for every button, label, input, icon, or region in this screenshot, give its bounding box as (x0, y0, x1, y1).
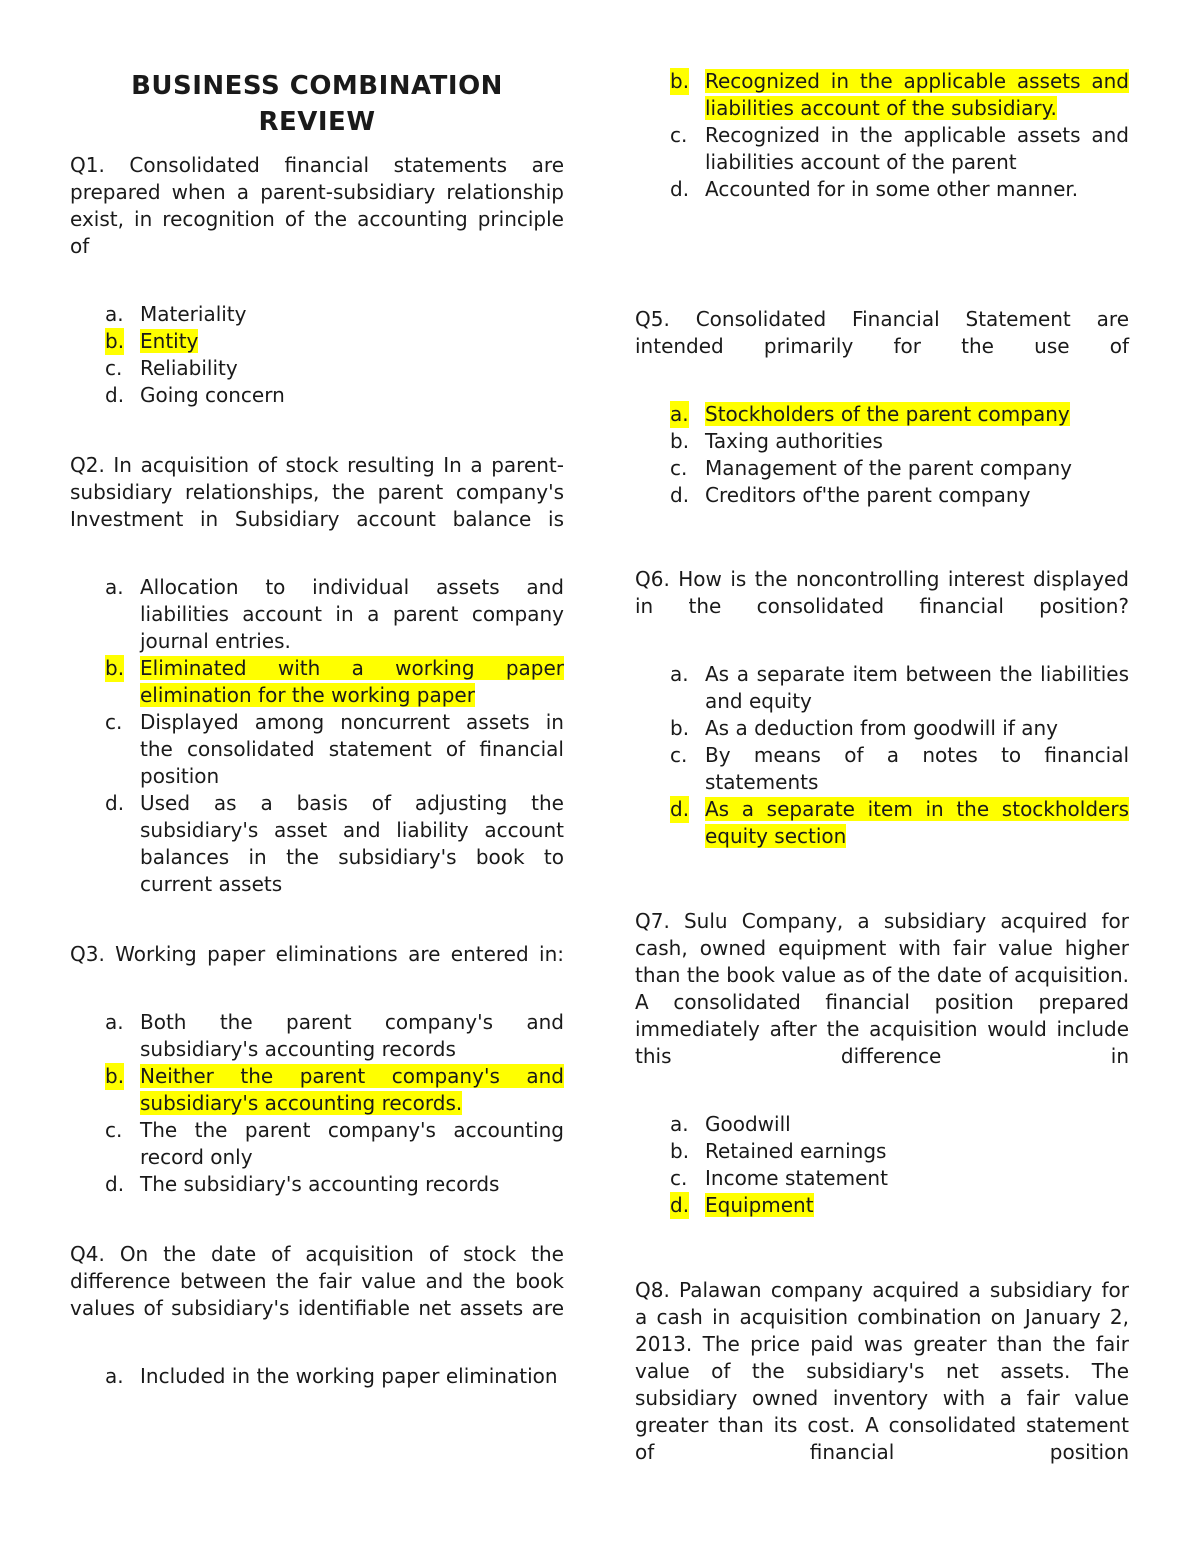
option-q6-d-answer: d. As a separate item in the stockholders equity section (670, 797, 1129, 848)
option-q5-c: c. Management of the parent company (670, 456, 1073, 480)
option-q5-d: d. Creditors of'the parent company (670, 483, 1031, 507)
option-q1-d: d. Going concern (105, 383, 285, 407)
option-q3-a: a. Both the parent company's and subsidiary's accounting records (105, 1010, 564, 1061)
options-q2 (70, 574, 564, 898)
document-title (70, 68, 564, 140)
option-q6-a: a. As a separate item between the liabilities and equity (670, 662, 1129, 713)
option-q4-c: c. Recognized in the applicable assets and liabilities account of the parent (670, 123, 1129, 174)
option-q7-c: c. Income statement (670, 1166, 888, 1190)
question-q1: Q1. Consolidated financial statements are prepared when a parent-subsidiary relationship exist, in recognition of the accounting principle of (70, 153, 564, 258)
options-q1 (70, 301, 564, 409)
options-q5 (635, 401, 1129, 509)
question-q2: Q2. In acquisition of stock resulting In a parent-subsidiary relationships, the parent company's Investment in Subsidiary account balance is (70, 453, 564, 531)
option-q1-c: c. Reliability (105, 356, 238, 380)
option-q2-d: d. Used as a basis of adjusting the subsidiary's asset and liability account balances in the subsidiary's book to current assets (105, 791, 564, 896)
options-q3 (70, 1009, 564, 1198)
option-q5-a-answer: a. Stockholders of the parent company (670, 402, 1070, 426)
option-q4-a: a. Included in the working paper elimination (105, 1364, 558, 1388)
option-q2-b-answer: b. Eliminated with a working paper elimination for the working paper (105, 656, 564, 707)
options-q4-part1 (70, 1363, 564, 1390)
options-q6 (635, 661, 1129, 850)
option-q7-a: a. Goodwill (670, 1112, 791, 1136)
option-q3-b-answer: b. Neither the parent company's and subsidiary's accounting records. (105, 1064, 564, 1115)
option-q2-c: c. Displayed among noncurrent assets in the consolidated statement of financial position (105, 710, 564, 788)
options-q4-part2 (635, 68, 1129, 203)
option-q1-b-answer: b. Entity (105, 329, 199, 353)
question-q4: Q4. On the date of acquisition of stock the difference between the fair value and the book values of subsidiary's identifiable net assets are (70, 1242, 564, 1320)
question-q6: Q6. How is the noncontrolling interest displayed in the consolidated financial position? (635, 567, 1129, 618)
option-q2-a: a. Allocation to individual assets and liabilities account in a parent company journal entries. (105, 575, 564, 653)
options-q7 (635, 1111, 1129, 1219)
question-q5: Q5. Consolidated Financial Statement are intended primarily for the use of (635, 307, 1129, 358)
option-q4-b-answer: b. Recognized in the applicable assets and liabilities account of the subsidiary. (670, 69, 1129, 120)
option-q6-c: c. By means of a notes to financial statements (670, 743, 1129, 794)
left-column (70, 68, 564, 1390)
option-q4-d: d. Accounted for in some other manner. (670, 177, 1079, 201)
option-q3-d: d. The subsidiary's accounting records (105, 1172, 500, 1196)
option-q6-b: b. As a deduction from goodwill if any (670, 716, 1058, 740)
right-column (635, 68, 1129, 1480)
option-q5-b: b. Taxing authorities (670, 429, 883, 453)
option-q1-a: a. Materiality (105, 302, 247, 326)
question-q3: Q3. Working paper eliminations are entered in: (70, 942, 564, 966)
option-q3-c: c. The the parent company's accounting record only (105, 1118, 564, 1169)
title-line-2: REVIEW (258, 107, 376, 137)
option-q7-b: b. Retained earnings (670, 1139, 887, 1163)
question-q8: Q8. Palawan company acquired a subsidiary for a cash in acquisition combination on January 2, 2013. The price paid was greater than the fair value of the subsidiary's net assets. The subsidiary owned inventory with a fair value greater than its cost. A consolidated statement of financial position (635, 1278, 1129, 1464)
option-q7-d-answer: d. Equipment (670, 1193, 814, 1217)
question-q7: Q7. Sulu Company, a subsidiary acquired for cash, owned equipment with fair value higher than the book value as of the date of acquisition. A consolidated financial position prepared immediately after the acquisition would include this difference in (635, 909, 1129, 1068)
title-line-1: BUSINESS COMBINATION (131, 71, 503, 101)
